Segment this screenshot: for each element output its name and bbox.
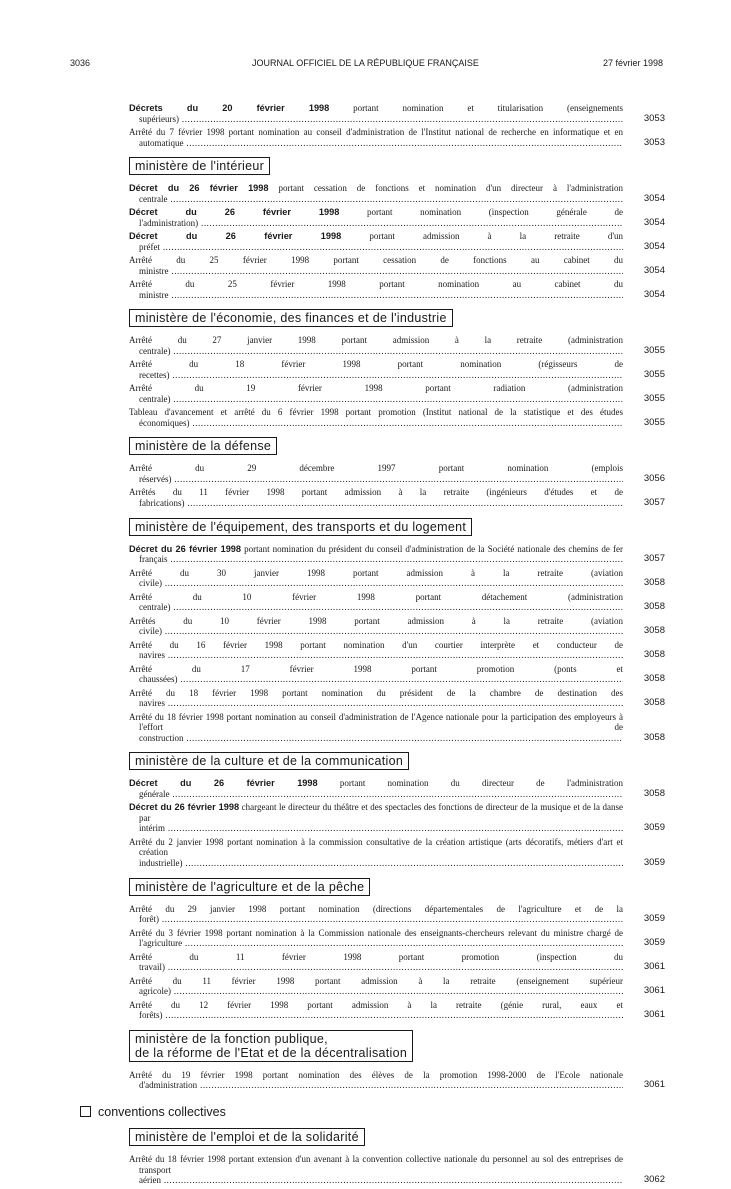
entry-text: [129, 976, 623, 997]
entry-text: [129, 127, 623, 148]
entry-description: Arrêté du 18 février 1998 portant nomination au conseil d'administration de l'Agence nationale pour la participation des employeurs à l'effort de construction .....: [129, 712, 623, 743]
entry-description: Arrêté du 11 février 1998 portant admission à la retraite (enseignement supérieur agricole) .....: [129, 976, 623, 997]
entry-description: Arrêté du 18 février 1998 portant nomination (régisseurs de recettes) .....: [129, 359, 623, 380]
toc-entry: [129, 383, 665, 404]
entry-description: Arrêté du 10 février 1998 portant détachement (administration centrale) .....: [129, 592, 623, 613]
section-heading: [129, 1030, 665, 1062]
toc-entry: [129, 231, 665, 252]
toc-entry: [129, 837, 665, 869]
entry-page-number: 3055: [643, 368, 665, 380]
section-title-line: ministère de l'agriculture et de la pêche: [135, 879, 365, 894]
section-title: [129, 1128, 365, 1146]
entry-description: Arrêté du 11 février 1998 portant promotion (inspection du travail) .....: [129, 952, 623, 973]
entry-page-number: 3059: [643, 937, 665, 949]
entry-text: [129, 1000, 623, 1021]
entry-page-number: 3058: [643, 787, 665, 799]
entry-page-number: 3053: [643, 112, 665, 124]
entry-page-number: 3058: [643, 731, 665, 743]
section-title-line: ministère de l'emploi et de la solidarité: [135, 1129, 359, 1144]
section-title-line: ministère de l'économie, des finances et de l'industrie: [135, 311, 447, 326]
entry-description: portant nomination du président du conseil d'administration de la Société nationale des chemins de fer français .....: [139, 544, 623, 565]
entry-page-number: 3054: [643, 288, 665, 300]
toc-entry: [129, 802, 665, 834]
toc-entry: [129, 1070, 665, 1091]
entry-text: [129, 952, 623, 973]
entry-page-number: 3054: [643, 240, 665, 252]
entry-decree-date: Décret du 26 février 1998: [129, 231, 342, 242]
section-title: [129, 437, 277, 455]
journal-title: JOURNAL OFFICIEL DE LA RÉPUBLIQUE FRANÇAISE: [252, 58, 479, 68]
entry-page-number: 3061: [643, 961, 665, 973]
entry-text: [129, 712, 623, 744]
section-title: [129, 752, 409, 770]
entry-text: [129, 688, 623, 709]
entry-text: [129, 279, 623, 300]
toc-entry: [129, 463, 665, 484]
entry-page-number: 3059: [643, 822, 665, 834]
toc-entry: [129, 335, 665, 356]
entry-page-number: 3058: [643, 697, 665, 709]
toc-entry: [129, 616, 665, 637]
entry-text: [129, 778, 623, 799]
entry-page-number: 3053: [643, 136, 665, 148]
section-title-line: ministère de l'équipement, des transports et du logement: [135, 519, 467, 534]
entry-description: portant nomination et titularisation (enseignements supérieurs) .....: [139, 103, 623, 124]
toc-entry: [129, 712, 665, 744]
entry-text: [129, 463, 623, 484]
entry-description: Tableau d'avancement et arrêté du 6 février 1998 portant promotion (Institut national de la statistique et des études économiques) .....: [129, 407, 623, 428]
entry-description: Arrêté du 27 janvier 1998 portant admission à la retraite (administration centrale) .....: [129, 335, 623, 356]
section-heading: [129, 878, 665, 896]
entry-description: Arrêté du 30 janvier 1998 portant admission à la retraite (aviation civile) .....: [129, 568, 623, 589]
entry-description: Arrêté du 7 février 1998 portant nomination au conseil d'administration de l'Institut national de recherche en informatique et en automatique .....: [129, 127, 623, 148]
entry-description: Arrêté du 2 janvier 1998 portant nomination à la commission consultative de la création artistique (arts décoratifs, métiers d'art et création industrielle) .....: [129, 837, 623, 868]
entry-description: chargeant le directeur du théâtre et des spectacles des fonctions de directeur de la musique et de la danse par intérim .....: [139, 802, 623, 833]
entry-text: [129, 544, 623, 565]
entry-page-number: 3058: [643, 601, 665, 613]
entry-description: Arrêté du 29 janvier 1998 portant nomination (directions départementales de l'agriculture et de la forêt) .....: [129, 904, 623, 925]
entry-page-number: 3055: [643, 344, 665, 356]
entry-page-number: 3061: [643, 1079, 665, 1091]
entry-description: portant admission à la retraite d'un préfet .....: [139, 231, 623, 252]
entry-text: [129, 904, 623, 925]
section-title: [129, 878, 370, 896]
entry-description: Arrêté du 25 février 1998 portant nomination au cabinet du ministre .....: [129, 279, 623, 300]
entry-decree-date: Décret du 26 février 1998: [129, 207, 340, 218]
entry-description: Arrêtés du 10 février 1998 portant admission à la retraite (aviation civile) .....: [129, 616, 623, 637]
checkbox-square-icon: [80, 1106, 91, 1117]
category-heading: [80, 1105, 665, 1119]
entry-page-number: 3055: [643, 392, 665, 404]
entry-text: [129, 928, 623, 949]
entry-page-number: 3056: [643, 473, 665, 485]
section-title: [129, 157, 270, 175]
entry-page-number: 3059: [643, 913, 665, 925]
entry-description: Arrêté du 12 février 1998 portant admission à la retraite (génie rural, eaux et forêts) .....: [129, 1000, 623, 1021]
section-heading: [129, 157, 665, 175]
entry-page-number: 3062: [643, 1174, 665, 1186]
entry-text: [129, 592, 623, 613]
section-title-line: ministère de l'intérieur: [135, 159, 265, 174]
toc-entry: [129, 359, 665, 380]
entry-text: [129, 616, 623, 637]
entry-description: Arrêtés du 11 février 1998 portant admission à la retraite (ingénieurs d'études et de fabrications) .....: [129, 487, 623, 508]
entry-page-number: 3058: [643, 577, 665, 589]
entry-text: [129, 1154, 623, 1186]
toc-entry: [129, 1000, 665, 1021]
entry-text: [129, 837, 623, 869]
entry-page-number: 3061: [643, 985, 665, 997]
toc-entry: [129, 487, 665, 508]
toc-entry: [129, 976, 665, 997]
entry-page-number: 3054: [643, 264, 665, 276]
entry-page-number: 3057: [643, 553, 665, 565]
entry-text: [129, 207, 623, 228]
section-heading: [129, 752, 665, 770]
toc-entry: [129, 952, 665, 973]
entry-text: [129, 183, 623, 204]
entry-description: portant nomination du directeur de l'administration générale .....: [139, 778, 623, 799]
entry-description: Arrêté du 18 février 1998 portant extension d'un avenant à la convention collective nationale du personnel au sol des entreprises de transport aérien .....: [129, 1154, 623, 1185]
section-heading: [129, 437, 665, 455]
entry-page-number: 3058: [643, 625, 665, 637]
entry-text: [129, 640, 623, 661]
toc-entry: [129, 928, 665, 949]
entry-description: portant nomination (inspection générale de l'administration) .....: [139, 207, 623, 228]
entry-description: Arrêté du 18 février 1998 portant nomination du président de la chambre de destination des navires .....: [129, 688, 623, 709]
section-heading: [129, 518, 665, 536]
section-title: [129, 1030, 413, 1062]
section-title: [129, 518, 472, 536]
entry-text: [129, 1070, 623, 1091]
toc-entry: [129, 207, 665, 228]
toc-entry: [129, 664, 665, 685]
table-of-contents: [98, 103, 665, 1189]
toc-entry: [129, 544, 665, 565]
entry-decree-date: Décret du 26 février 1998: [129, 802, 240, 813]
entry-text: [129, 359, 623, 380]
toc-entry: [129, 183, 665, 204]
entry-text: [129, 103, 623, 124]
entry-description: Arrêté du 19 février 1998 portant radiation (administration centrale) .....: [129, 383, 623, 404]
toc-entry: [129, 778, 665, 799]
category-title: conventions collectives: [98, 1104, 226, 1119]
entry-description: Arrêté du 17 février 1998 portant promotion (ponts et chaussées) .....: [129, 664, 623, 685]
entry-text: [129, 407, 623, 428]
toc-entry: [129, 688, 665, 709]
toc-entry: [129, 904, 665, 925]
section-title: [129, 309, 453, 327]
entry-description: Arrêté du 16 février 1998 portant nomination d'un courtier interprète et conducteur de navires .....: [129, 640, 623, 661]
entry-description: Arrêté du 19 février 1998 portant nomination des élèves de la promotion 1998-2000 de l'Ecole nationale d'administration .....: [129, 1070, 623, 1091]
section-title-line: de la réforme de l'Etat et de la décentralisation: [135, 1045, 408, 1060]
entry-description: Arrêté du 25 février 1998 portant cessation de fonctions au cabinet du ministre .....: [129, 255, 623, 276]
entry-text: [129, 255, 623, 276]
entry-decree-date: Décret du 26 février 1998: [129, 543, 242, 554]
toc-entry: [129, 255, 665, 276]
entry-text: [129, 487, 623, 508]
entry-text: [129, 231, 623, 252]
section-title-line: ministère de la culture et de la communication: [135, 754, 404, 769]
entry-page-number: 3055: [643, 416, 665, 428]
section-title-line: ministère de la fonction publique,: [135, 1031, 328, 1046]
toc-entry: [129, 640, 665, 661]
toc-entry: [129, 1154, 665, 1186]
entry-page-number: 3054: [643, 192, 665, 204]
entry-decree-date: Décrets du 20 février 1998: [129, 103, 330, 113]
entry-page-number: 3057: [643, 497, 665, 509]
entry-description: portant cessation de fonctions et nomination d'un directeur à l'administration centrale .....: [139, 183, 623, 204]
toc-entry: [129, 592, 665, 613]
entry-description: Arrêté du 3 février 1998 portant nomination à la Commission nationale des enseignants-chercheurs relevant du ministre chargé de l'agriculture .....: [129, 928, 623, 949]
entry-text: [129, 335, 623, 356]
entry-page-number: 3061: [643, 1009, 665, 1021]
entry-page-number: 3058: [643, 649, 665, 661]
entry-text: [129, 383, 623, 404]
toc-entry: [129, 103, 665, 124]
section-heading: [129, 309, 665, 327]
entry-page-number: 3054: [643, 216, 665, 228]
entry-page-number: 3059: [643, 857, 665, 869]
page-number: 3036: [70, 58, 91, 68]
section-title-line: ministère de la défense: [135, 439, 272, 454]
toc-entry: [129, 407, 665, 428]
toc-entry: [129, 127, 665, 148]
entry-text: [129, 664, 623, 685]
section-heading: [129, 1128, 665, 1146]
entry-text: [129, 568, 623, 589]
entry-page-number: 3058: [643, 673, 665, 685]
toc-entry: [129, 279, 665, 300]
entry-text: [129, 802, 623, 834]
toc-entry: [129, 568, 665, 589]
entry-decree-date: Décret du 26 février 1998: [129, 183, 269, 194]
entry-description: Arrêté du 29 décembre 1997 portant nomination (emplois réservés) .....: [129, 463, 623, 484]
issue-date: 27 février 1998: [602, 58, 663, 68]
entry-decree-date: Décret du 26 février 1998: [129, 778, 318, 789]
